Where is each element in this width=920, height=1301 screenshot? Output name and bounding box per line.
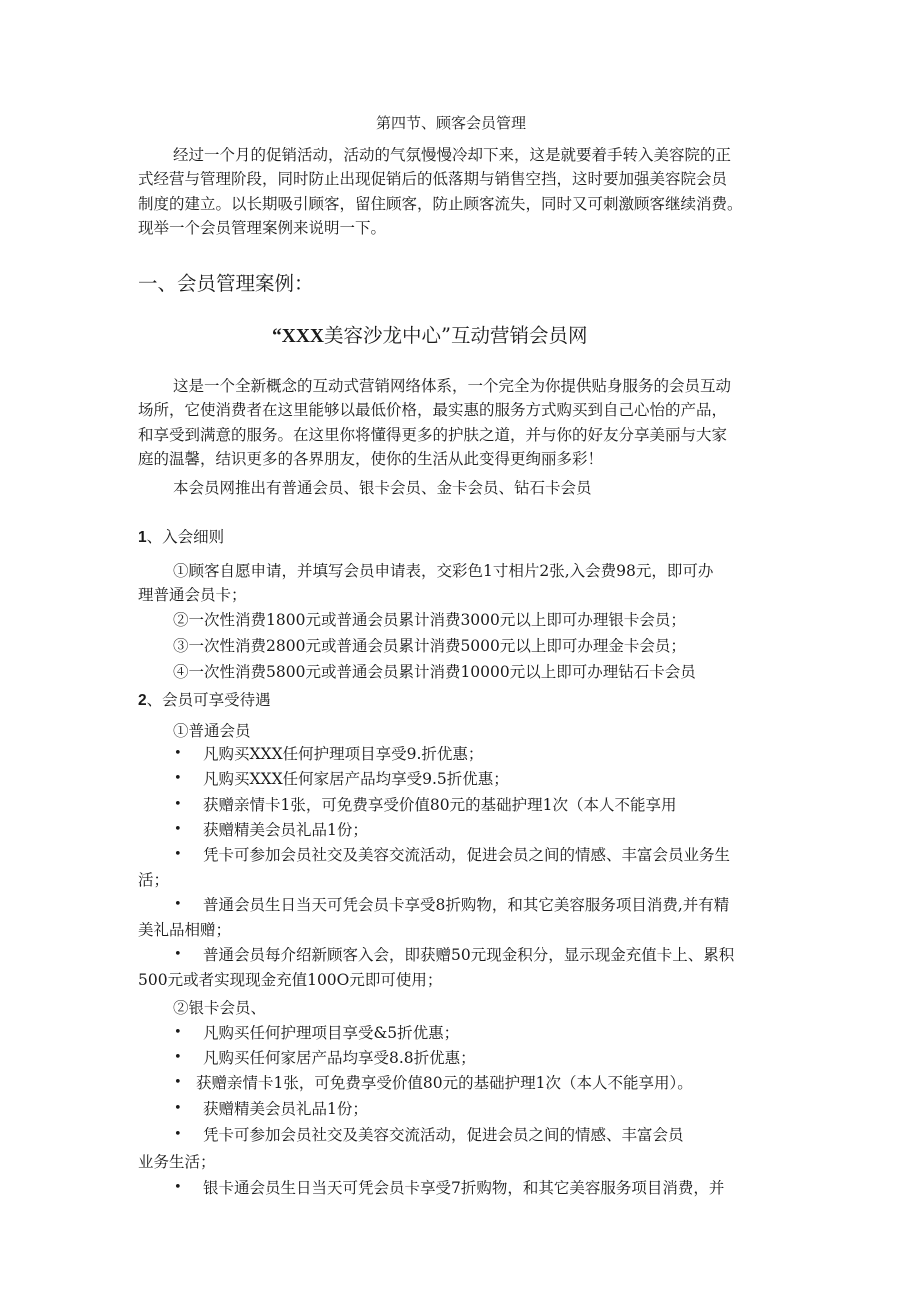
regular-benefit-1: 凡购买XXX任何护理项目享受9.折优惠； — [203, 745, 484, 763]
bullet-icon: • — [174, 1025, 182, 1040]
silver-benefit-3: 获赠亲情卡1张，可免费享受价值80元的基础护理1次（本人不能享用）。 — [196, 1074, 693, 1092]
case-intro-line-1: 这是一个全新概念的互动式营销网络体系，一个完全为你提供贴身服务的会员互动 — [173, 377, 732, 395]
heading-member-case: 一、会员管理案例： — [138, 272, 314, 295]
bullet-icon: • — [174, 1127, 182, 1142]
silver-benefit-5-cont: 业务生活； — [138, 1153, 216, 1171]
benefits-heading-text: 、会员可享受待遇 — [146, 691, 271, 709]
intro-line-3: 制度的建立。以长期吸引顾客，留住顾客，防止顾客流失，同时又可刺激顾客继续消费。 — [138, 195, 743, 213]
bullet-icon: • — [174, 746, 182, 761]
bullet-icon: • — [174, 771, 182, 786]
intro-line-4: 现举一个会员管理案例来说明一下。 — [138, 219, 387, 237]
bullet-icon: • — [174, 1075, 182, 1090]
intro-line-1: 经过一个月的促销活动，活动的气氛慢慢冷却下来，这是就要着手转入美容院的正 — [173, 146, 732, 164]
regular-benefit-6-cont: 美礼品相赠； — [138, 921, 232, 939]
rule-line-2: 理普通会员卡； — [138, 586, 247, 604]
case-intro-line-4: 庭的温馨，结识更多的各界朋友，使你的生活从此变得更绚丽多彩！ — [138, 450, 604, 468]
bullet-icon: • — [174, 897, 182, 912]
silver-benefit-4: 获赠精美会员礼品1份； — [203, 1100, 368, 1118]
bullet-icon: • — [174, 1180, 182, 1195]
section-title: 第四节、顾客会员管理 — [376, 114, 527, 132]
bullet-icon: • — [174, 797, 182, 812]
regular-benefit-5: 凭卡可参加会员社交及美容交流活动，促进会员之间的情感、丰富会员业务生 — [203, 846, 731, 864]
regular-benefit-6: 普通会员生日当天可凭会员卡享受8折购物，和其它美容服务项目消费,并有精 — [203, 896, 730, 914]
rule-line-3: ②一次性消费1800元或普通会员累计消费3000元以上即可办理银卡会员； — [173, 611, 686, 629]
silver-benefit-2: 凡购买任何家居产品均享受8.8折优惠； — [203, 1049, 476, 1067]
regular-benefit-7-cont: 500元或者实现现金充值100O元即可使用； — [138, 971, 443, 989]
rule-line-4: ③一次性消费2800元或普通会员累计消费5000元以上即可办理金卡会员； — [173, 637, 686, 655]
regular-benefit-4: 获赠精美会员礼品1份； — [203, 821, 368, 839]
bullet-icon: • — [174, 1050, 182, 1065]
case-intro-line-2: 场所，它使消费者在这里能够以最低价格，最实惠的服务方式购买到自己心怡的产品， — [138, 401, 728, 419]
case-intro-line-5: 本会员网推出有普通会员、银卡会员、金卡会员、钻石卡会员 — [173, 479, 592, 497]
regular-benefit-5-cont: 活； — [138, 871, 170, 889]
benefits-heading — [138, 690, 271, 711]
rules-heading-text: 、入会细则 — [146, 528, 225, 546]
bullet-icon: • — [174, 947, 182, 962]
regular-member-label: ①普通会员 — [173, 722, 251, 740]
regular-benefit-2: 凡购买XXX任何家居产品均享受9.5折优惠； — [203, 770, 509, 788]
case-title — [272, 322, 587, 351]
silver-benefit-1: 凡购买任何护理项目享受&5折优惠； — [203, 1024, 460, 1042]
regular-benefit-7: 普通会员每介绍新顾客入会，即获赠50元现金积分，显示现金充值卡上、累积 — [203, 946, 735, 964]
rules-heading-number: 1 — [138, 529, 147, 546]
silver-benefit-5: 凭卡可参加会员社交及美容交流活动，促进会员之间的情感、丰富会员 — [203, 1126, 684, 1144]
silver-benefit-6: 银卡通会员生日当天可凭会员卡享受7折购物，和其它美容服务项目消费，并 — [203, 1179, 725, 1197]
bullet-icon: • — [174, 847, 182, 862]
case-intro-line-3: 和享受到满意的服务。在这里你将懂得更多的护肤之道，并与你的好友分享美丽与大家 — [138, 426, 728, 444]
case-title-prefix: “XXX — [272, 326, 324, 347]
case-title-rest: 美容沙龙中心”互动营销会员网 — [324, 324, 588, 347]
rules-heading — [138, 527, 224, 548]
benefits-heading-number: 2 — [138, 692, 147, 709]
rule-line-5: ④一次性消费5800元或普通会员累计消费10000元以上即可办理钻石卡会员 — [173, 663, 696, 681]
bullet-icon: • — [174, 1101, 182, 1116]
rule-line-1: ①顾客自愿申请，并填写会员申请表，交彩色1寸相片2张,入会费98元，即可办 — [173, 562, 714, 580]
silver-member-label: ②银卡会员、 — [173, 999, 267, 1017]
bullet-icon: • — [174, 822, 182, 837]
regular-benefit-3: 获赠亲情卡1张，可免费享受价值80元的基础护理1次（本人不能享用 — [203, 796, 677, 814]
intro-line-2: 式经营与管理阶段，同时防止出现促销后的低落期与销售空挡，这时要加强美容院会员 — [138, 170, 728, 188]
